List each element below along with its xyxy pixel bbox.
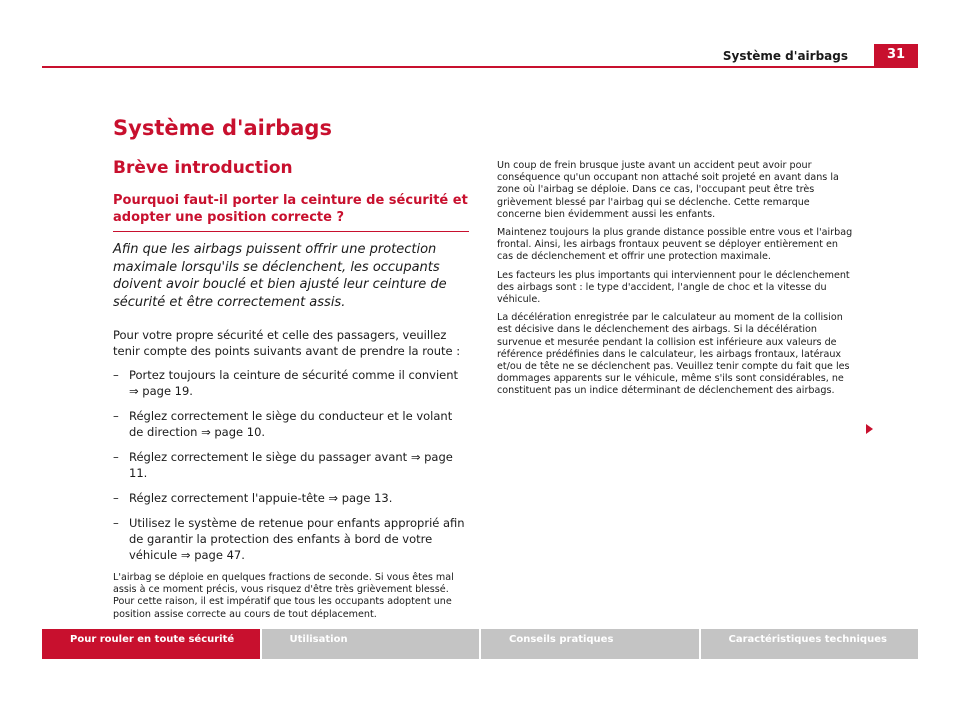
checklist-item [113, 449, 469, 481]
dash-marker: – [113, 368, 119, 382]
note-paragraph: L'airbag se déploie en quelques fractions de seconde. Si vous êtes mal assis à ce moment précis, vous risquez d'être très grièvement blessé. Pour cette raison, il est impératif que tous les occupants adoptent une position assise correcte au cours de tout déplacement. [113, 572, 454, 620]
checklist-item [113, 490, 469, 506]
subsection-title: Pourquoi faut-il porter la ceinture de sécurité et adopter une position correcte ? [113, 193, 468, 225]
dash-marker: – [113, 409, 119, 423]
right-column [497, 160, 854, 404]
checklist-item-text: Réglez correctement le siège du conducteur et le volant de direction ⇒ page 10. [129, 409, 453, 439]
body-paragraph: Un coup de frein brusque juste avant un accident peut avoir pour conséquence qu'un occupant non attaché soit projeté en avant dans la zone où l'airbag se déploie. Dans ce cas, l'occupant peut être très grièvement blessé par l'airbag qui se déclenche. Cette remarque concerne bien évidemment aussi les enfants. [497, 160, 839, 220]
dash-marker: – [113, 491, 119, 505]
section-title: Brève introduction [113, 158, 293, 178]
dash-marker: – [113, 516, 119, 530]
checklist-item-text: Portez toujours la ceinture de sécurité comme il convient ⇒ page 19. [129, 368, 459, 398]
chapter-title: Système d'airbags [113, 116, 332, 140]
checklist-item [113, 515, 469, 563]
checklist-item-text: Réglez correctement le siège du passager avant ⇒ page 11. [129, 450, 453, 480]
checklist-item-text: Réglez correctement l'appuie-tête ⇒ page 13. [129, 491, 393, 505]
checklist-item-text: Utilisez le système de retenue pour enfants approprié afin de garantir la protection des enfants à bord de votre véhicule ⇒ page 47. [129, 516, 465, 562]
body-paragraph: La décélération enregistrée par le calculateur au moment de la collision est décisive dans le déclenchement des airbags. Si la décélération survenue et mesurée pendant la collision est inférieure aux valeurs de référence prédéfinies dans le calculateur, les airbags frontaux, latéraux et/ou de tête ne se déclenchent pas. Veuillez tenir compte du fait que les dommages apparents sur le véhicule, même s'ils sont considérables, ne constituent pas un indice déterminant de déclenchement des airbags. [497, 312, 850, 397]
tab-utilisation[interactable]: Utilisation [262, 629, 480, 659]
checklist-item [113, 408, 469, 440]
intro-paragraph: Afin que les airbags puissent offrir une protection maximale lorsqu'ils se déclenchent, les occupants doivent avoir bouclé et bien ajusté leur ceinture de sécurité et être correctement assis. [113, 242, 447, 310]
bottom-nav [42, 629, 918, 659]
page-number-badge: 31 [874, 44, 918, 68]
tab-conseils-pratiques[interactable]: Conseils pratiques [481, 629, 699, 659]
dash-marker: – [113, 450, 119, 464]
checklist-item [113, 367, 469, 399]
checklist [113, 367, 469, 563]
continue-arrow-icon [866, 424, 873, 434]
tab-caracteristiques-techniques[interactable]: Caractéristiques techniques [701, 629, 919, 659]
body-paragraph: Les facteurs les plus importants qui interviennent pour le déclenchement des airbags sont : le type d'accident, l'angle de choc et la vitesse du véhicule. [497, 269, 850, 306]
tab-pour-rouler-en-toute-securite[interactable]: Pour rouler en toute sécurité [42, 629, 260, 659]
page-header [42, 44, 918, 68]
running-header-title: Système d'airbags [722, 49, 848, 63]
header-rule [42, 66, 918, 68]
body-paragraph: Maintenez toujours la plus grande distance possible entre vous et l'airbag frontal. Ainsi, les airbags frontaux peuvent se déployer entièrement en cas de déclenchement et offrir une protection maximale. [497, 227, 853, 263]
subsection-rule [113, 231, 469, 232]
left-column [113, 114, 469, 621]
lead-paragraph: Pour votre propre sécurité et celle des passagers, veuillez tenir compte des points suivants avant de prendre la route : [113, 328, 461, 358]
